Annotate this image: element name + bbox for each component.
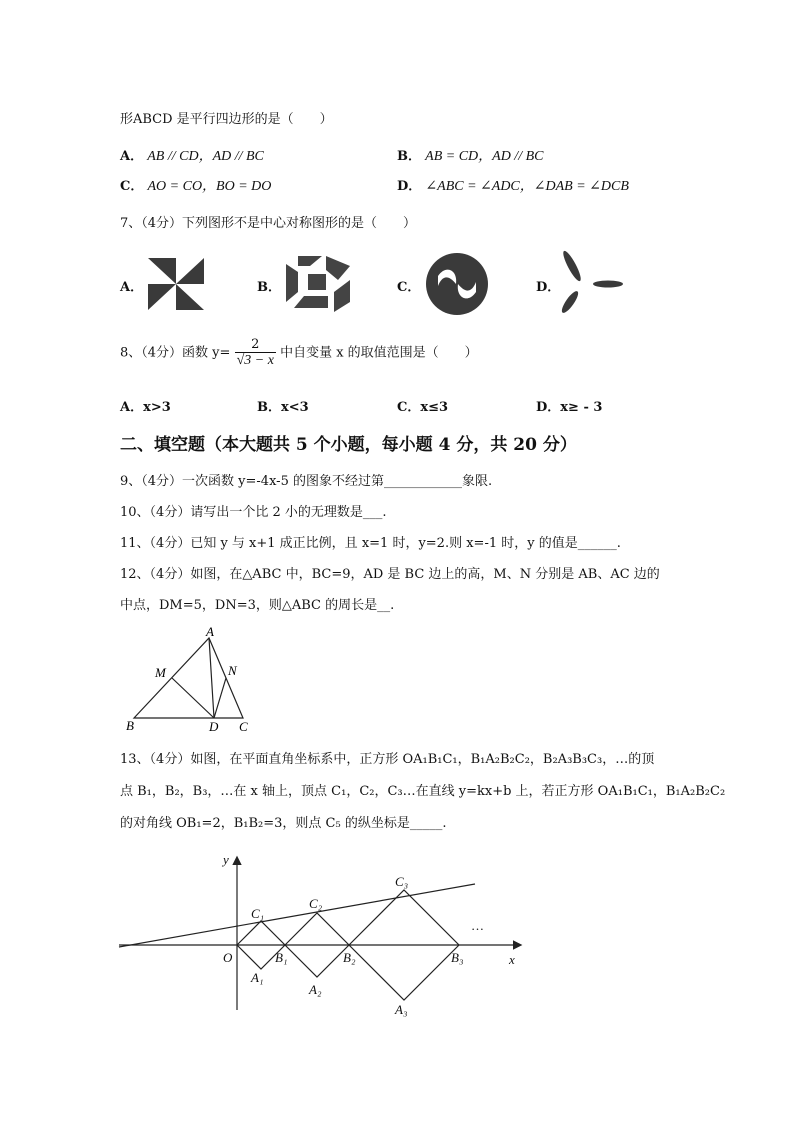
q8-option-a: A．x>3 [120,400,171,415]
point-c-label: C [239,719,248,734]
q6-stem-continued: 形ABCD 是平行四边形的是（ ） [120,112,333,127]
q9-text: 9、（4分）一次函数 y=-4x-5 的图象不经过第____________象限. [120,474,493,489]
q12-text-line1: 12、（4分）如图，在△ABC 中，BC=9，AD 是 BC 边上的高，M、N 分别是 AB、AC 边的 [120,567,660,582]
q7-option-c-label: C． [397,280,421,295]
q6-option-c-label: C． [120,179,144,194]
point-n-label: N [228,663,237,678]
q6-option-b [397,145,543,165]
q8-fraction-numerator: 2 [235,337,276,353]
a1-label: A₁ [251,970,264,985]
q7-option-a-label: A． [120,280,144,295]
q8-fraction-denominator: √3 − x [236,353,274,368]
point-d-label: D [209,719,219,734]
point-m-label: M [155,665,166,680]
q6-option-d-label: D． [397,179,422,194]
q8-fraction [235,337,276,369]
three-blade-figure [556,246,628,322]
q6-option-a-label: A． [120,149,144,164]
q6-option-b-text: AB = CD，AD // BC [425,149,544,164]
q8-option-c: C．x≤3 [397,400,449,415]
q13-text-line2: 点 B₁，B₂，B₃，…在 x 轴上，顶点 C₁，C₂，C₃…在直线 y=kx+b 上，若正方形 OA₁B₁C₁，B₁A₂B₂C₂ [120,784,726,799]
point-b-label: B [126,718,134,733]
continuation-dots: … [471,918,484,933]
q6-option-d [397,175,629,195]
circle-figure [422,252,492,316]
q6-option-a-text: AB // CD，AD // BC [147,149,264,164]
q6-option-c [120,175,271,195]
y-axis-label: y [223,852,229,867]
q7-option-b-label: B． [257,280,281,295]
c1-label: C₁ [251,906,265,921]
q7-option-d-label: D． [536,280,561,295]
point-a-label: A [206,624,214,639]
q6-option-c-text: AO = CO，BO = DO [147,179,272,194]
square-pattern-figure [282,252,354,316]
pinwheel-figure [146,256,206,312]
q6-option-a [120,145,264,165]
b2-label: B₂ [343,950,356,965]
x-axis-label: x [509,952,515,967]
q8-stem-after: 中自变量 x 的取值范围是（ ） [280,345,478,361]
c2-label: C₂ [309,896,323,911]
b1-label: B₁ [275,950,288,965]
q10-text: 10、（4分）请写出一个比 2 小的无理数是___. [120,505,387,520]
a2-label: A₂ [309,982,322,997]
q12-text-line2: 中点，DM=5，DN=3，则△ABC 的周长是__. [120,598,395,613]
q13-text-line3: 的对角线 OB₁=2，B₁B₂=3，则点 C₅ 的纵坐标是_____. [120,816,447,831]
q8-stem [120,337,478,369]
q6-option-d-text: ∠ABC = ∠ADC，∠DAB = ∠DCB [425,179,629,194]
b3-label: B₃ [451,950,464,965]
a3-label: A₃ [395,1002,408,1017]
triangle-figure [120,624,260,736]
coordinate-figure [115,850,535,1022]
q6-option-b-label: B． [397,149,421,164]
section-title: 二、填空题（本大题共 5 个小题，每小题 4 分，共 20 分） [120,435,577,455]
q8-stem-before: 8、（4分）函数 y= [120,345,231,361]
q8-option-b: B．x<3 [257,400,309,415]
c3-label: C₃ [395,874,409,889]
q7-stem: 7、（4分）下列图形不是中心对称图形的是（ ） [120,216,417,231]
q11-text: 11、（4分）已知 y 与 x+1 成正比例，且 x=1 时，y=2.则 x=-1 时，y 的值是______. [120,536,621,551]
line-y-kx-b [119,884,475,947]
origin-label: O [223,950,233,965]
q8-option-d: D．x≥ - 3 [536,400,603,415]
q13-text-line1: 13、（4分）如图，在平面直角坐标系中，正方形 OA₁B₁C₁，B₁A₂B₂C₂，B₂A₃B₃C₃，…的顶 [120,752,655,767]
